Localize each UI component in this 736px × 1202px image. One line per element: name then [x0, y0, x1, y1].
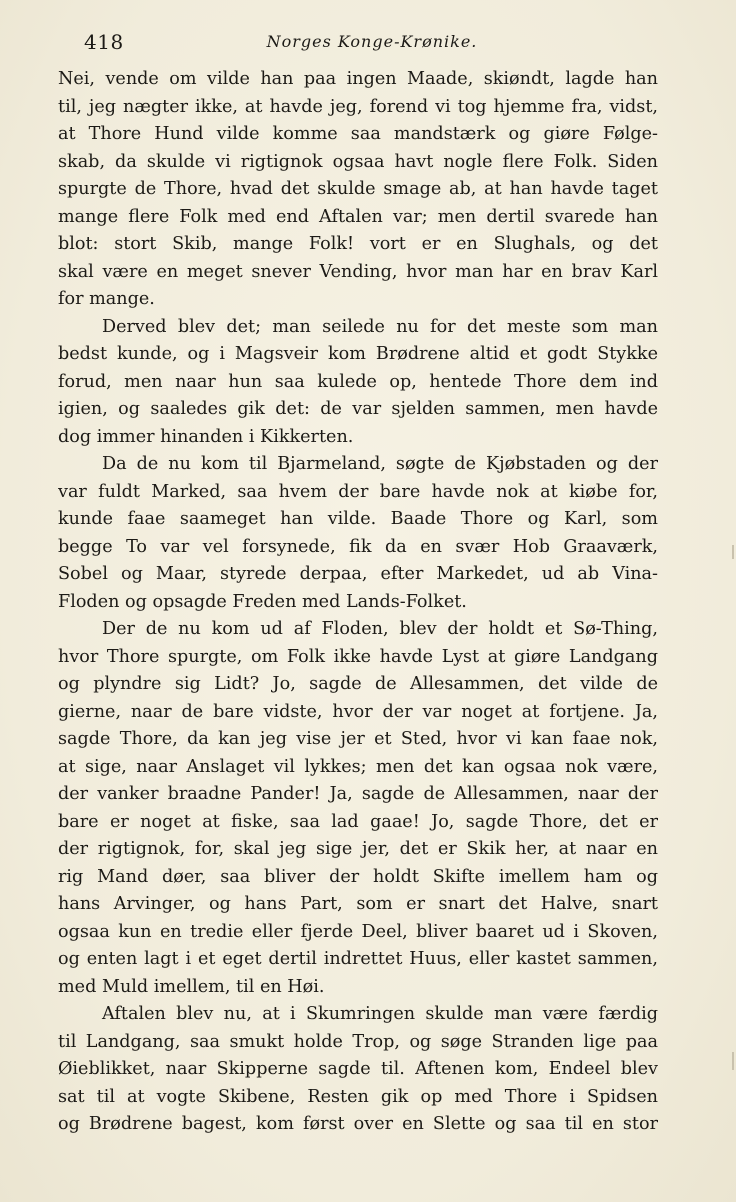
text-line: til, jeg nægter ikke, at havde jeg, forend vi tog hjemme fra, vidst, [58, 96, 658, 117]
text-line: skal være en meget snever Vending, hvor man har en brav Karl [58, 261, 658, 282]
text-line: Nei, vende om vilde han paa ingen Maade, skiøndt, lagde han [58, 69, 658, 89]
running-title: Norges Konge-Krønike. [266, 32, 478, 51]
page-edge-mark [732, 545, 734, 559]
text-line: Da de nu kom til Bjarmeland, søgte de Kjøbstaden og der [102, 454, 658, 474]
text-line: gierne, naar de bare vidste, hvor der var noget at fortjene. Ja, [58, 701, 658, 722]
text-line: for mange. [58, 289, 155, 309]
text-line: hvor Thore spurgte, om Folk ikke havde Lyst at giøre Landgang [58, 646, 658, 667]
text-line: der vanker braadne Pander! Ja, sagde de Allesammen, naar der [58, 784, 658, 804]
text-line: Derved blev det; man seilede nu for det meste som man [102, 316, 658, 337]
text-line: hans Arvinger, og hans Part, som er snart det Halve, snart [58, 894, 658, 914]
text-line: spurgte de Thore, hvad det skulde smage ab, at han havde taget [58, 179, 658, 199]
text-line: Der de nu kom ud af Floden, blev der holdt et Sø-Thing, [102, 619, 658, 639]
text-line: ogsaa kun en tredie eller fjerde Deel, bliver baaret ud i Skoven, [58, 921, 658, 942]
text-line: Floden og opsagde Freden med Lands-Folket. [58, 591, 467, 612]
text-line: dog immer hinanden i Kikkerten. [58, 426, 354, 447]
text-line: var fuldt Marked, saa hvem der bare havde nok at kiøbe for, [58, 481, 658, 502]
text-line: og plyndre sig Lidt? Jo, sagde de Allesammen, det vilde de [58, 674, 658, 694]
text-line: til Landgang, saa smukt holde Trop, og søge Stranden lige paa [58, 1031, 658, 1052]
page-header [84, 30, 660, 56]
text-line: skab, da skulde vi rigtignok ogsaa havt nogle flere Folk. Siden [58, 151, 658, 172]
text-line: Aftalen blev nu, at i Skumringen skulde man være færdig [102, 1004, 658, 1024]
text-line: Sobel og Maar, styrede derpaa, efter Markedet, ud ab Vina- [58, 564, 658, 584]
text-line: der rigtignok, for, skal jeg sige jer, det er Skik her, at naar en [58, 839, 658, 859]
text-line: sagde Thore, da kan jeg vise jer et Sted, hvor vi kan faae nok, [58, 729, 658, 749]
text-line: og Brødrene bagest, kom først over en Slette og saa til en stor [58, 1114, 658, 1134]
text-line: rig Mand døer, saa bliver der holdt Skifte imellem ham og [58, 866, 658, 887]
text-line: at Thore Hund vilde komme saa mandstærk og giøre Følge- [58, 124, 658, 144]
text-line: at sige, naar Anslaget vil lykkes; men det kan ogsaa nok være, [58, 756, 658, 777]
text-line: og enten lagt i et eget dertil indrettet Huus, eller kastet sammen, [58, 949, 658, 969]
page-number: 418 [84, 30, 124, 54]
text-line: mange flere Folk med end Aftalen var; men dertil svarede han [58, 206, 658, 227]
page-edge-mark [732, 1052, 734, 1070]
text-line: forud, men naar hun saa kulede op, hentede Thore dem ind [58, 371, 658, 392]
text-line: blot: stort Skib, mange Folk! vort er en Slughals, og det [58, 234, 658, 254]
text-line: sat til at vogte Skibene, Resten gik op med Thore i Spidsen [58, 1086, 658, 1107]
text-line: bedst kunde, og i Magsveir kom Brødrene altid et godt Stykke [58, 344, 658, 364]
text-line: Øieblikket, naar Skipperne sagde til. Aftenen kom, Endeel blev [58, 1059, 658, 1079]
body-text [58, 66, 658, 1139]
text-line: bare er noget at fiske, saa lad gaae! Jo, sagde Thore, det er [58, 811, 658, 832]
text-line: igien, og saaledes gik det: de var sjelden sammen, men havde [58, 399, 658, 419]
text-line: begge To var vel forsynede, fik da en svær Hob Graaværk, [58, 536, 658, 557]
text-line: kunde faae saameget han vilde. Baade Thore og Karl, som [58, 509, 658, 529]
text-line: med Muld imellem, til en Høi. [58, 976, 325, 997]
